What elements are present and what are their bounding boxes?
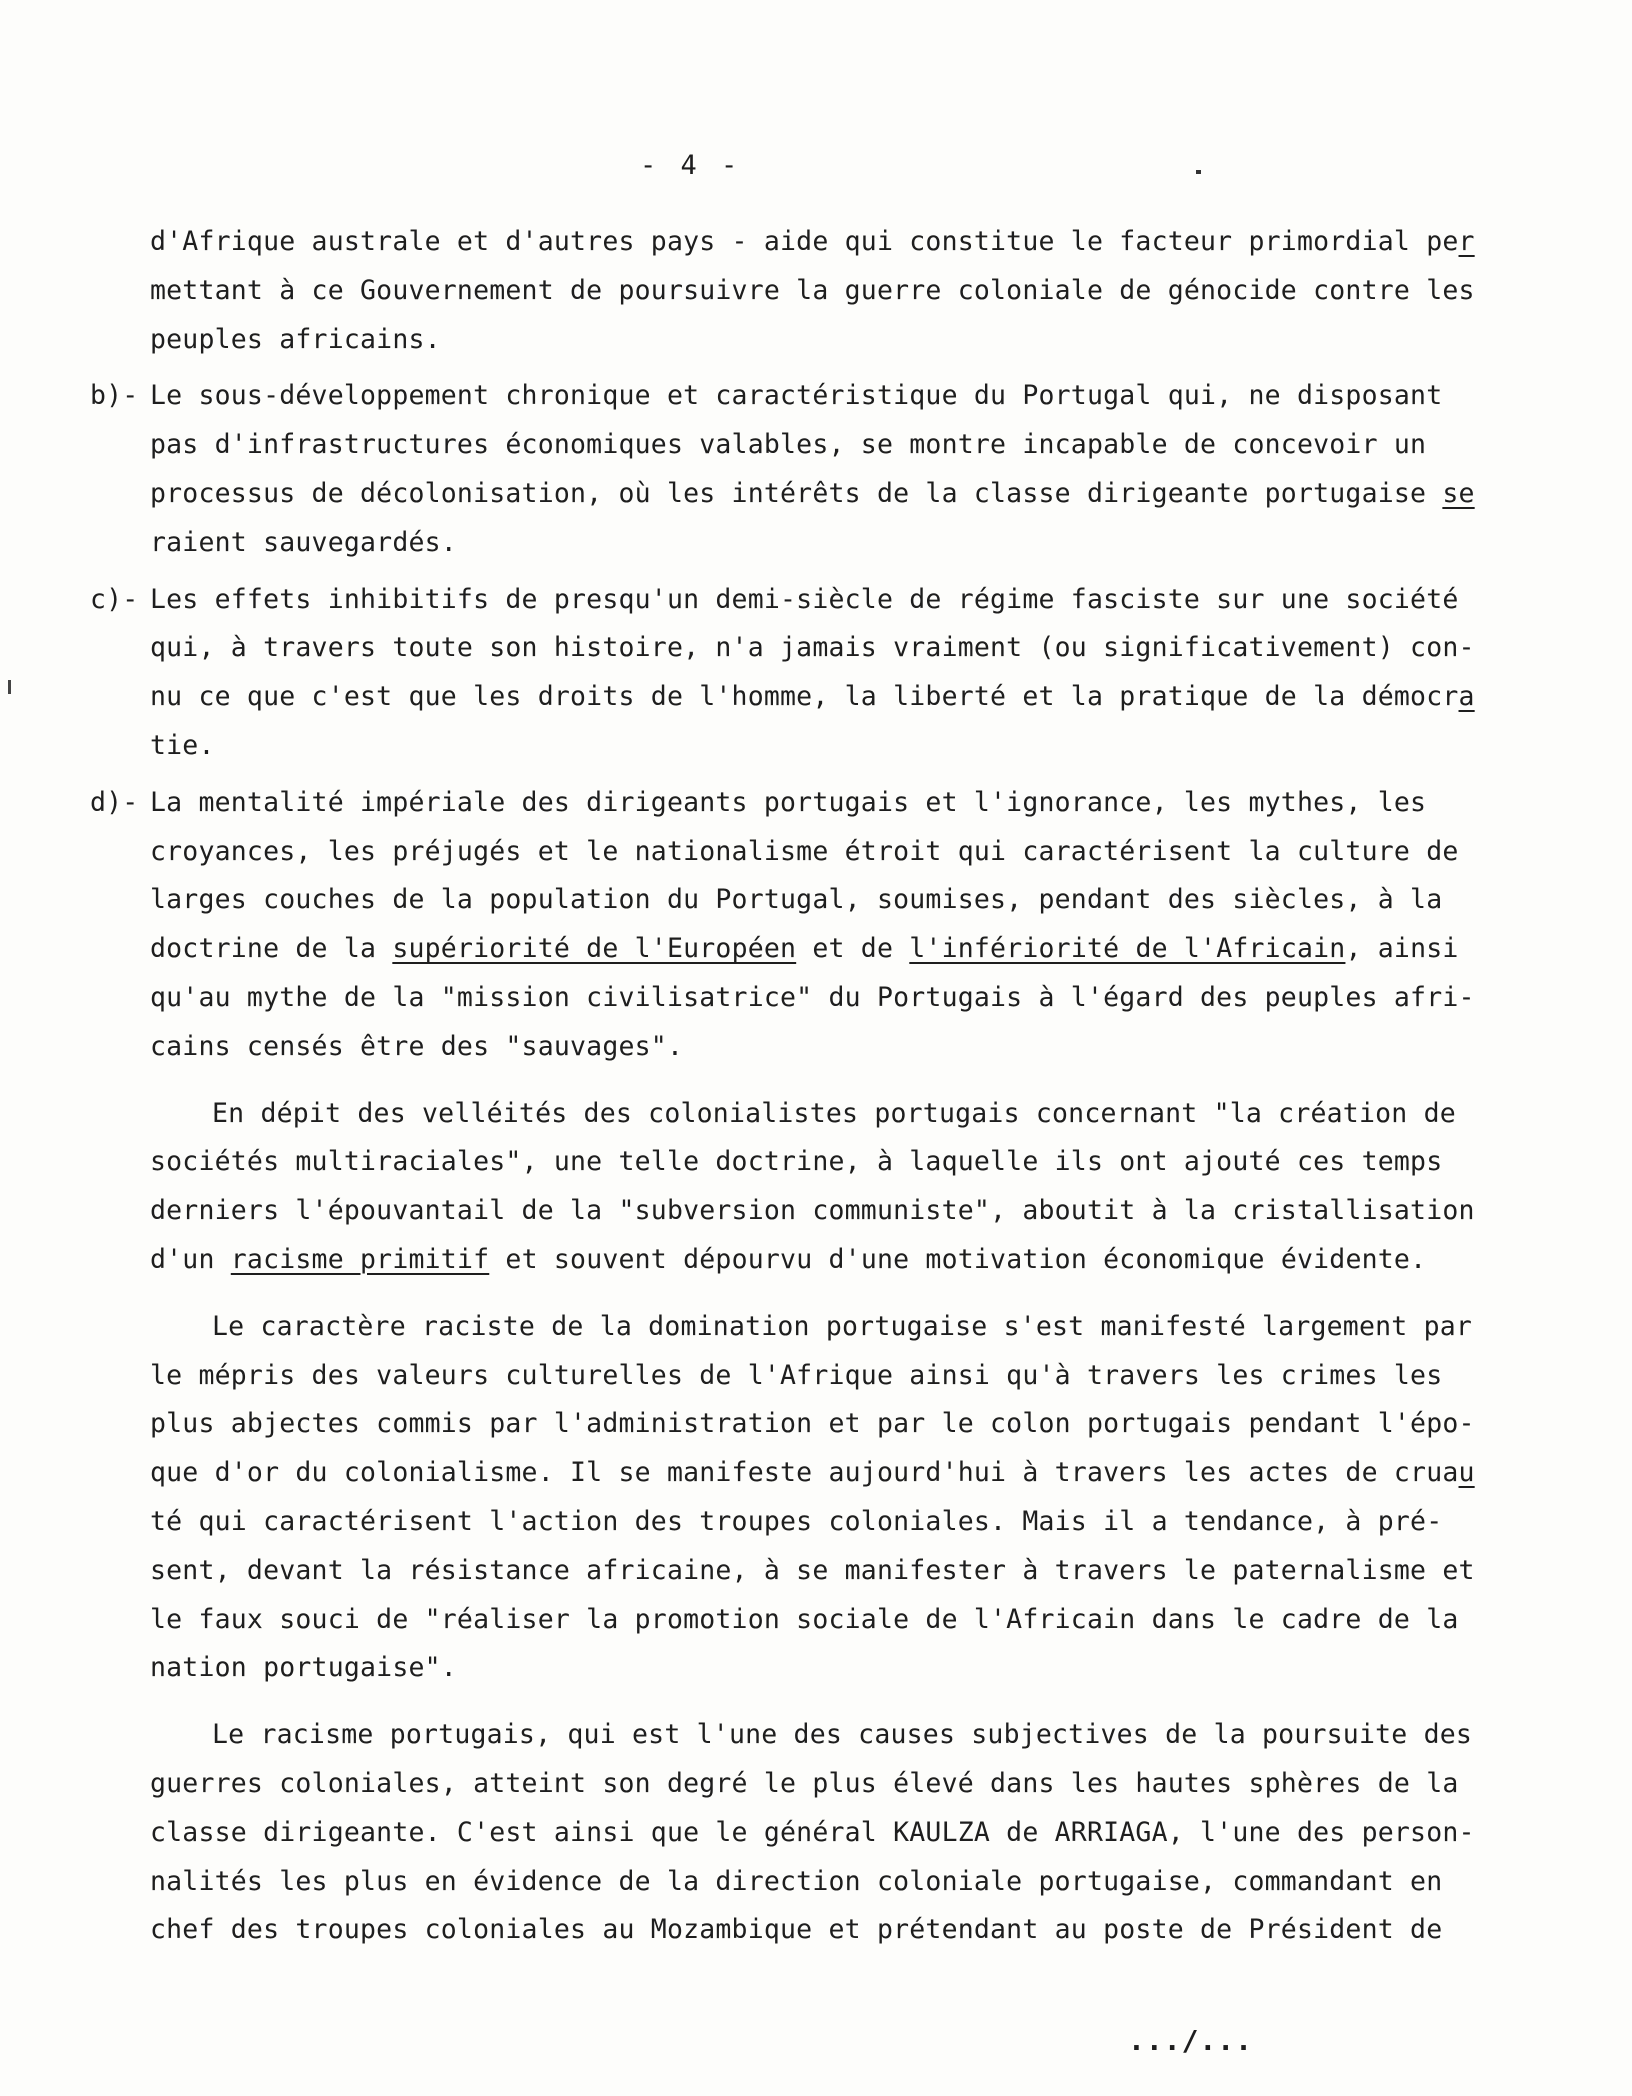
- text-span: raient sauvegardés.: [150, 526, 457, 558]
- text-span: derniers l'épouvantail de la "subversion communiste", aboutit à la cristallisation: [150, 1195, 1475, 1227]
- paragraph: [150, 1303, 1475, 1693]
- text-line: [150, 925, 1459, 974]
- text-line: [150, 1760, 1459, 1809]
- text-span: doctrine de la: [150, 933, 393, 965]
- text-span: qu'au mythe de la "mission civilisatrice" du Portugais à l'égard des peuples afri-: [150, 981, 1475, 1013]
- text-line: [150, 1644, 1450, 1693]
- text-span: que d'or du colonialisme. Il se manifeste aujourd'hui à travers les actes de crua: [150, 1457, 1459, 1489]
- text-line: [150, 470, 1475, 519]
- text-span: Les effets inhibitifs de presqu'un demi-siècle de régime fasciste sur une société: [150, 583, 1459, 615]
- text-span: d'Afrique australe et d'autres pays - aide qui constitue le facteur primordial pe: [150, 226, 1459, 257]
- text-span: croyances, les préjugés et le nationalisme étroit qui caractérisent la culture de: [150, 835, 1459, 867]
- text-span: et de: [796, 933, 910, 965]
- list-item: [90, 576, 1475, 771]
- text-line: [150, 519, 1450, 568]
- underlined-text: se: [1442, 477, 1475, 509]
- document-body: [90, 218, 1475, 1955]
- text-span: La mentalité impériale des dirigeants portugais et l'ignorance, les mythes, les: [150, 786, 1427, 818]
- text-line: [150, 722, 1450, 771]
- text-line: [90, 779, 1450, 828]
- text-line: [90, 576, 1459, 625]
- text-line: [150, 1906, 1450, 1955]
- text-span: Le caractère raciste de la domination portugaise s'est manifesté largement par: [212, 1310, 1473, 1342]
- text-line: [150, 1236, 1450, 1285]
- text-span: sent, devant la résistance africaine, à se manifester à travers le paternalisme et: [150, 1554, 1475, 1586]
- text-span: nu ce que c'est que les droits de l'homme, la liberté et la pratique de la démocr: [150, 681, 1459, 713]
- text-span: Le racisme portugais, qui est l'une des causes subjectives de la poursuite des: [212, 1719, 1473, 1751]
- list-item: [90, 779, 1475, 1072]
- underlined-text: supériorité de l'Européen: [392, 933, 797, 965]
- text-span: le faux souci de "réaliser la promotion sociale de l'Africain dans le cadre de la: [150, 1603, 1459, 1635]
- text-span: té qui caractérisent l'action des troupes coloniales. Mais il a tendance, à pré-: [150, 1505, 1443, 1537]
- text-line: [150, 1400, 1475, 1449]
- text-line: [150, 1498, 1450, 1547]
- text-line: [150, 218, 1475, 267]
- list-item-label: c)-: [90, 583, 139, 615]
- text-line: [150, 421, 1450, 470]
- text-span: tie.: [150, 729, 215, 761]
- text-line: [150, 1858, 1450, 1907]
- text-line: [150, 974, 1475, 1023]
- text-span: larges couches de la population du Portugal, soumises, pendant des siècles, à la: [150, 884, 1443, 916]
- page-number: - 4 -: [640, 150, 742, 181]
- underlined-text: racisme primitif: [230, 1243, 490, 1275]
- text-line: [150, 1187, 1475, 1236]
- text-span: processus de décolonisation, où les intérêts de la classe dirigeante portugaise: [150, 477, 1443, 509]
- text-span: nation portugaise".: [150, 1652, 457, 1684]
- underlined-text: u: [1458, 1457, 1475, 1489]
- text-line: [150, 624, 1475, 673]
- text-line: [150, 876, 1450, 925]
- text-span: d'un: [150, 1243, 231, 1275]
- text-span: , ainsi: [1345, 933, 1459, 965]
- list-item: [90, 372, 1475, 567]
- text-line: [150, 1596, 1459, 1645]
- text-line: [150, 1449, 1475, 1498]
- text-span: cains censés être des "sauvages".: [150, 1030, 684, 1062]
- paragraph: [150, 1090, 1475, 1285]
- text-span: et souvent dépourvu d'une motivation économique évidente.: [489, 1243, 1427, 1275]
- text-line: [150, 828, 1459, 877]
- text-line: [150, 1023, 1450, 1072]
- underlined-text: r: [1458, 226, 1475, 257]
- text-line: [150, 1303, 1473, 1352]
- continuation-mark: .../...: [1128, 2024, 1254, 2057]
- text-span: nalités les plus en évidence de la direction coloniale portugaise, commandant en: [150, 1865, 1443, 1897]
- text-line: [150, 1138, 1450, 1187]
- text-span: mettant à ce Gouvernement de poursuivre la guerre coloniale de génocide contre les: [150, 274, 1475, 306]
- text-span: sociétés multiraciales", une telle doctrine, à laquelle ils ont ajouté ces temps: [150, 1146, 1443, 1178]
- text-span: pas d'infrastructures économiques valables, se montre incapable de concevoir un: [150, 429, 1427, 461]
- list-item-label: d)-: [90, 786, 139, 818]
- text-span: peuples africains.: [150, 323, 441, 355]
- underlined-text: l'infériorité de l'Africain: [909, 933, 1346, 965]
- text-span: guerres coloniales, atteint son degré le plus élevé dans les hautes sphères de la: [150, 1767, 1459, 1799]
- text-span: qui, à travers toute son histoire, n'a jamais vraiment (ou significativement) con-: [150, 632, 1475, 664]
- scan-mark: [1196, 170, 1201, 174]
- text-span: En dépit des velléités des colonialistes portugais concernant "la création de: [212, 1097, 1456, 1129]
- text-span: chef des troupes coloniales au Mozambique et prétendant au poste de Président de: [150, 1914, 1443, 1946]
- text-span: Le sous-développement chronique et caractéristique du Portugal qui, ne disposant: [150, 380, 1443, 412]
- underlined-text: a: [1458, 681, 1475, 713]
- text-line: [150, 1547, 1475, 1596]
- text-line: [150, 267, 1475, 316]
- text-line: [150, 1809, 1475, 1858]
- margin-mark: [8, 680, 11, 694]
- text-line: [150, 673, 1475, 722]
- paragraph: [150, 1711, 1475, 1955]
- list-item-label: b)-: [90, 380, 139, 412]
- text-span: classe dirigeante. C'est ainsi que le général KAULZA de ARRIAGA, l'une des person-: [150, 1816, 1475, 1848]
- paragraph-continuation: [150, 218, 1475, 364]
- text-line: [150, 1352, 1450, 1401]
- text-line: [90, 372, 1450, 421]
- text-span: plus abjectes commis par l'administration et par le colon portugais pendant l'épo-: [150, 1408, 1475, 1440]
- text-line: [150, 1711, 1473, 1760]
- text-span: le mépris des valeurs culturelles de l'Afrique ainsi qu'à travers les crimes les: [150, 1359, 1443, 1391]
- text-line: [150, 1090, 1456, 1139]
- text-line: [150, 316, 1450, 365]
